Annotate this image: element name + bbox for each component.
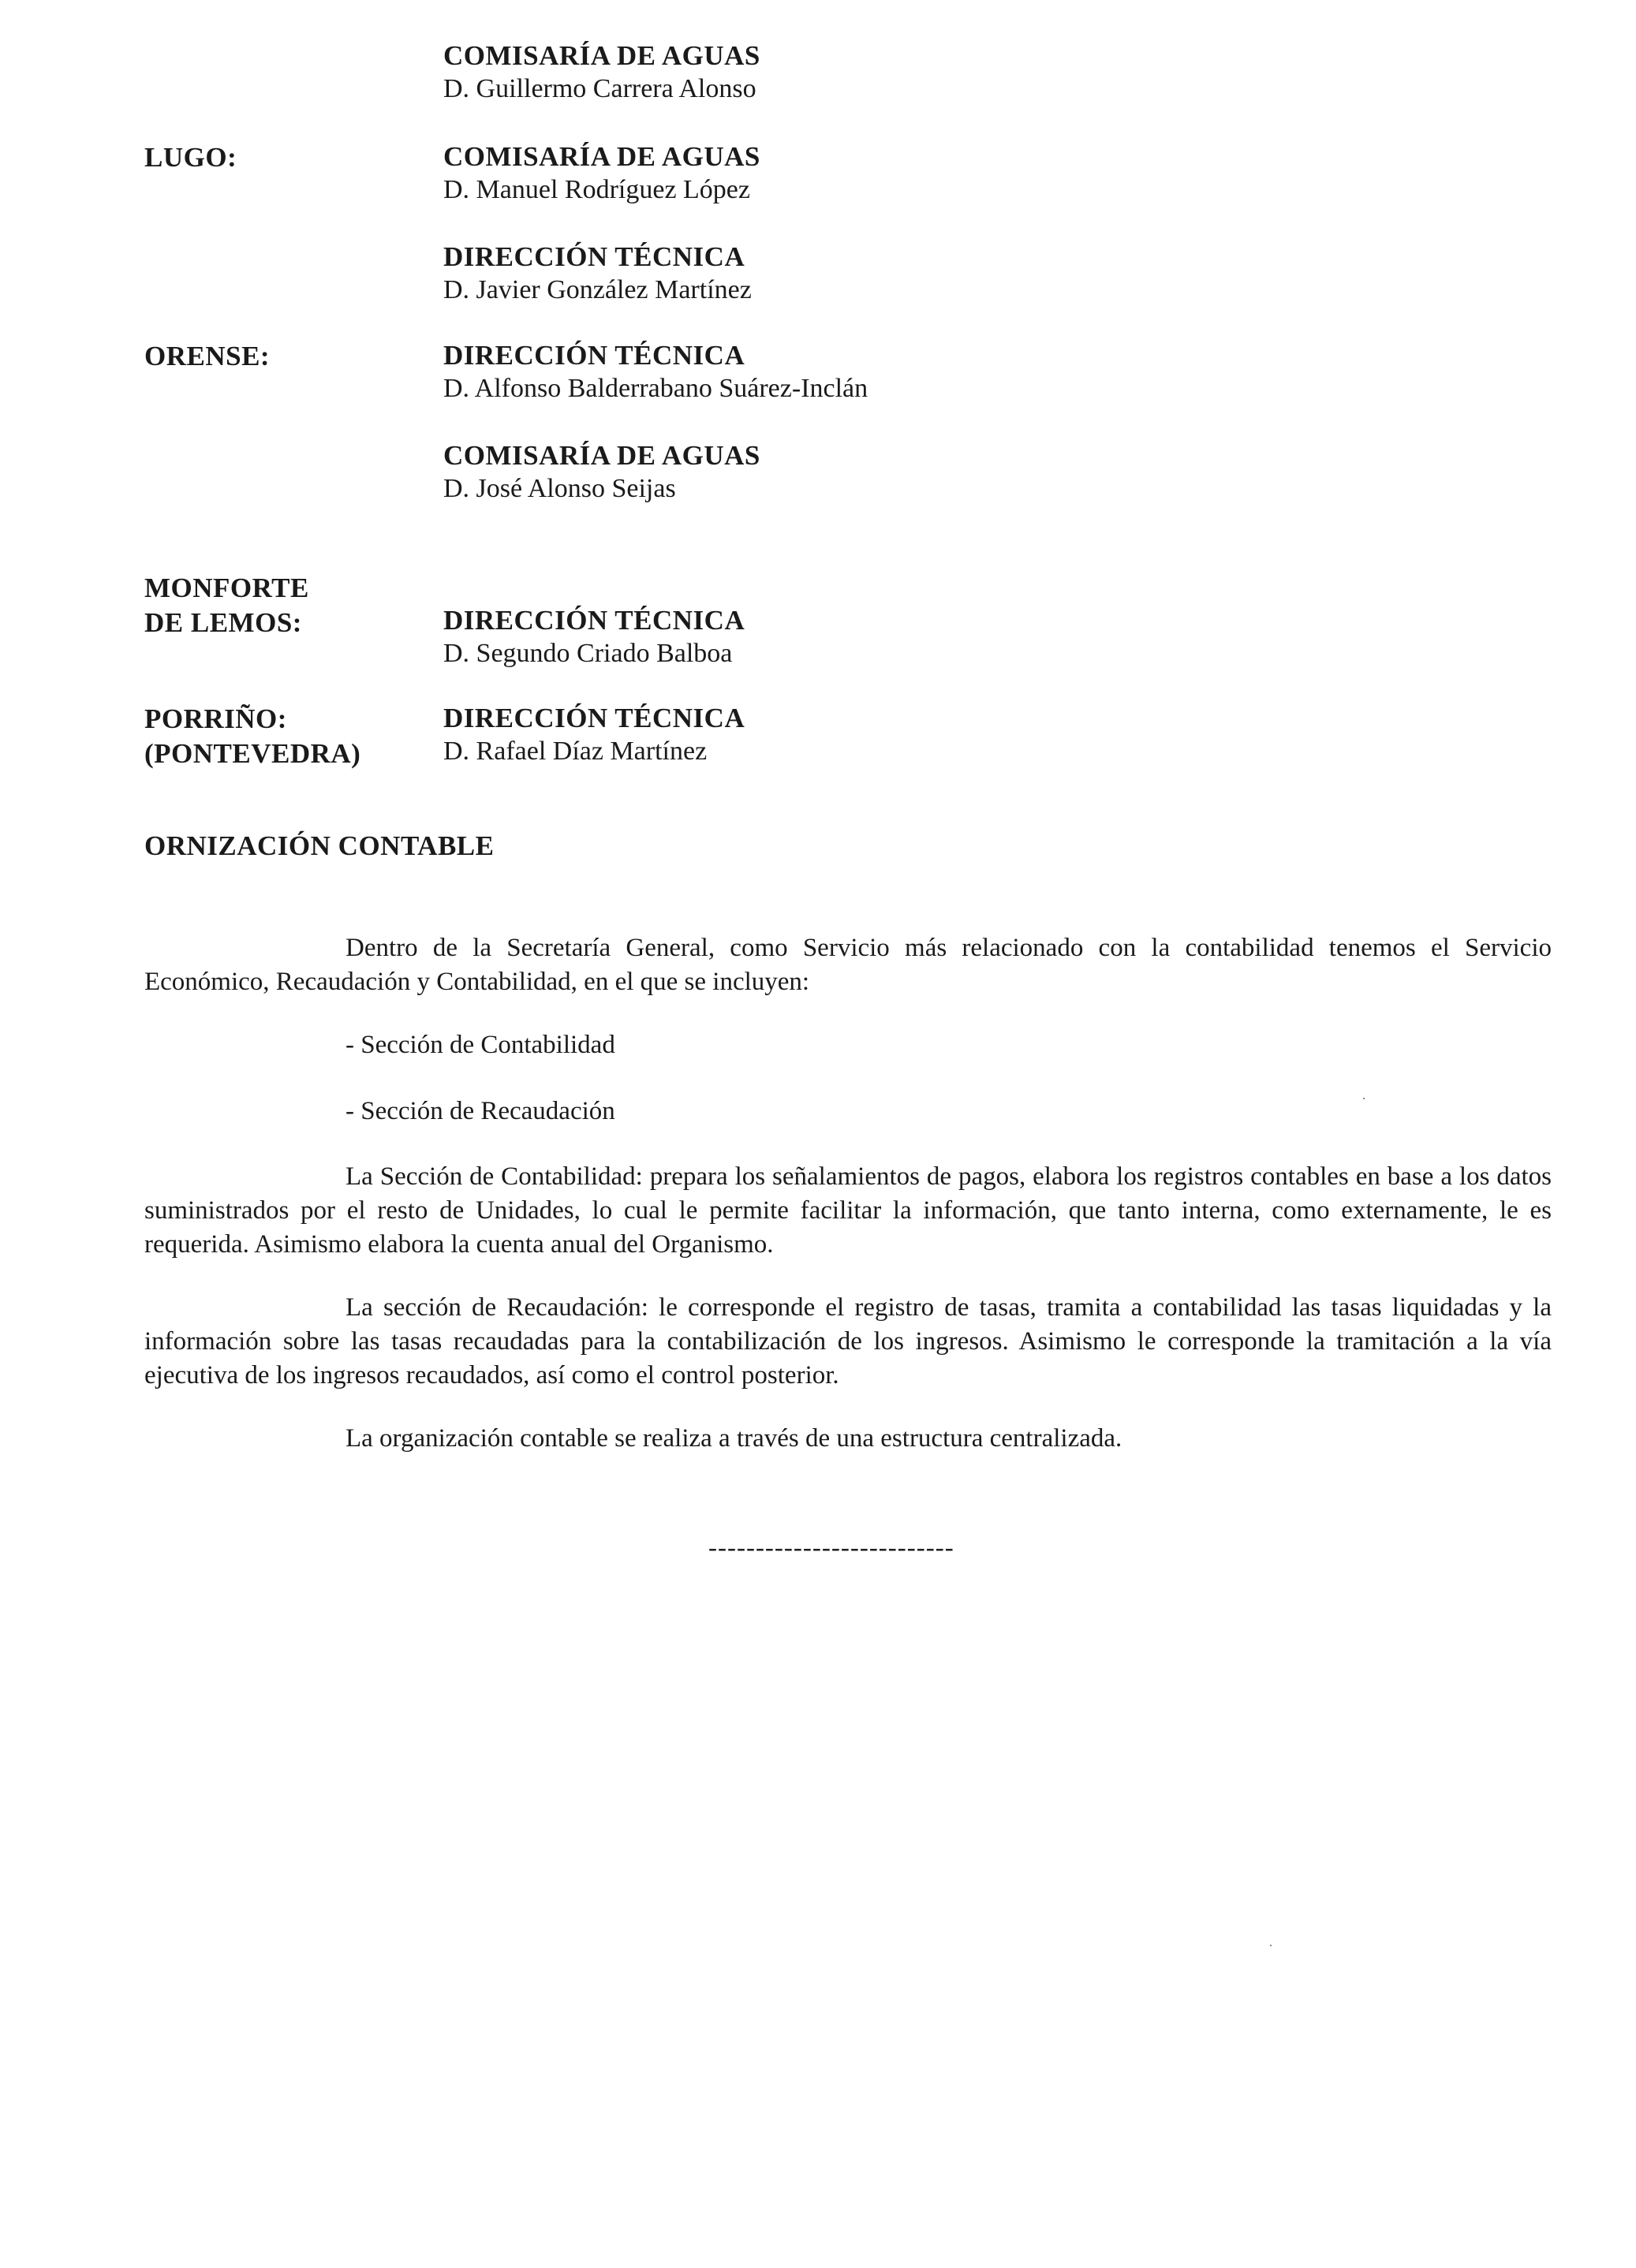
porrino-entry — [443, 702, 745, 768]
paragraph-contabilidad: La Sección de Contabilidad: prepara los señalamientos de pagos, elabora los registros contables en base a los datos suministrados por el resto de Unidades, lo cual le permite facilitar la información, que tanto interna, como externamente, le es requerida. Asimismo elabora la cuenta anual del Organismo. — [144, 1162, 1552, 1259]
city-label-line: DE LEMOS: — [144, 607, 302, 638]
lugo-entry-2 — [443, 241, 752, 307]
city-label-porrino — [144, 702, 360, 771]
entry-top — [443, 39, 760, 106]
city-label-lugo: LUGO: — [144, 142, 237, 173]
person-name: D. José Alonso Seijas — [443, 474, 676, 503]
person-name: D. Javier González Martínez — [443, 275, 752, 304]
department-name: DIRECCIÓN TÉCNICA — [443, 703, 745, 733]
paragraph-final: La organización contable se realiza a través de una estructura centralizada. — [346, 1424, 1122, 1453]
person-name: D. Alfonso Balderrabano Suárez-Inclán — [443, 374, 868, 403]
city-label-monforte — [144, 571, 309, 640]
department-name: COMISARÍA DE AGUAS — [443, 141, 760, 172]
person-name: D. Guillermo Carrera Alonso — [443, 74, 756, 103]
intro-paragraph: Dentro de la Secretaría General, como Servicio más relacionado con la contabilidad tenemos el Servicio Económico, Recaudación y Contabilidad, en el que se incluyen: — [144, 934, 1552, 996]
orense-entry-2 — [443, 439, 760, 505]
scan-speck — [1270, 1945, 1272, 1946]
department-name: COMISARÍA DE AGUAS — [443, 440, 760, 471]
city-label-line: (PONTEVEDRA) — [144, 738, 361, 769]
person-name: D. Manuel Rodríguez López — [443, 175, 750, 204]
person-name: D. Segundo Criado Balboa — [443, 639, 733, 668]
list-item: - Sección de Contabilidad — [346, 1031, 615, 1059]
department-name: DIRECCIÓN TÉCNICA — [443, 241, 745, 272]
person-name: D. Rafael Díaz Martínez — [443, 737, 708, 766]
city-label-line: PORRIÑO: — [144, 703, 287, 734]
city-label-line: MONFORTE — [144, 573, 309, 603]
lugo-entry-1 — [443, 140, 760, 207]
section-title: ORNIZACIÓN CONTABLE — [144, 830, 495, 861]
monforte-entry — [443, 604, 745, 670]
divider-dashes: -------------------------- — [708, 1534, 954, 1562]
department-name: DIRECCIÓN TÉCNICA — [443, 340, 745, 371]
scan-speck — [1363, 1098, 1365, 1099]
department-name: DIRECCIÓN TÉCNICA — [443, 605, 745, 636]
orense-entry-1 — [443, 339, 868, 405]
department-name: COMISARÍA DE AGUAS — [443, 40, 760, 71]
list-item: - Sección de Recaudación — [346, 1097, 615, 1125]
paragraph-recaudacion: La sección de Recaudación: le corresponde el registro de tasas, tramita a contabilidad las tasas liquidadas y la información sobre las tasas recaudadas para la contabilización de los ingresos. Asimismo le corresponde la tramitación a la vía ejecutiva de los ingresos recaudados, así como el control posterior. — [144, 1293, 1552, 1390]
city-label-orense: ORENSE: — [144, 341, 271, 371]
